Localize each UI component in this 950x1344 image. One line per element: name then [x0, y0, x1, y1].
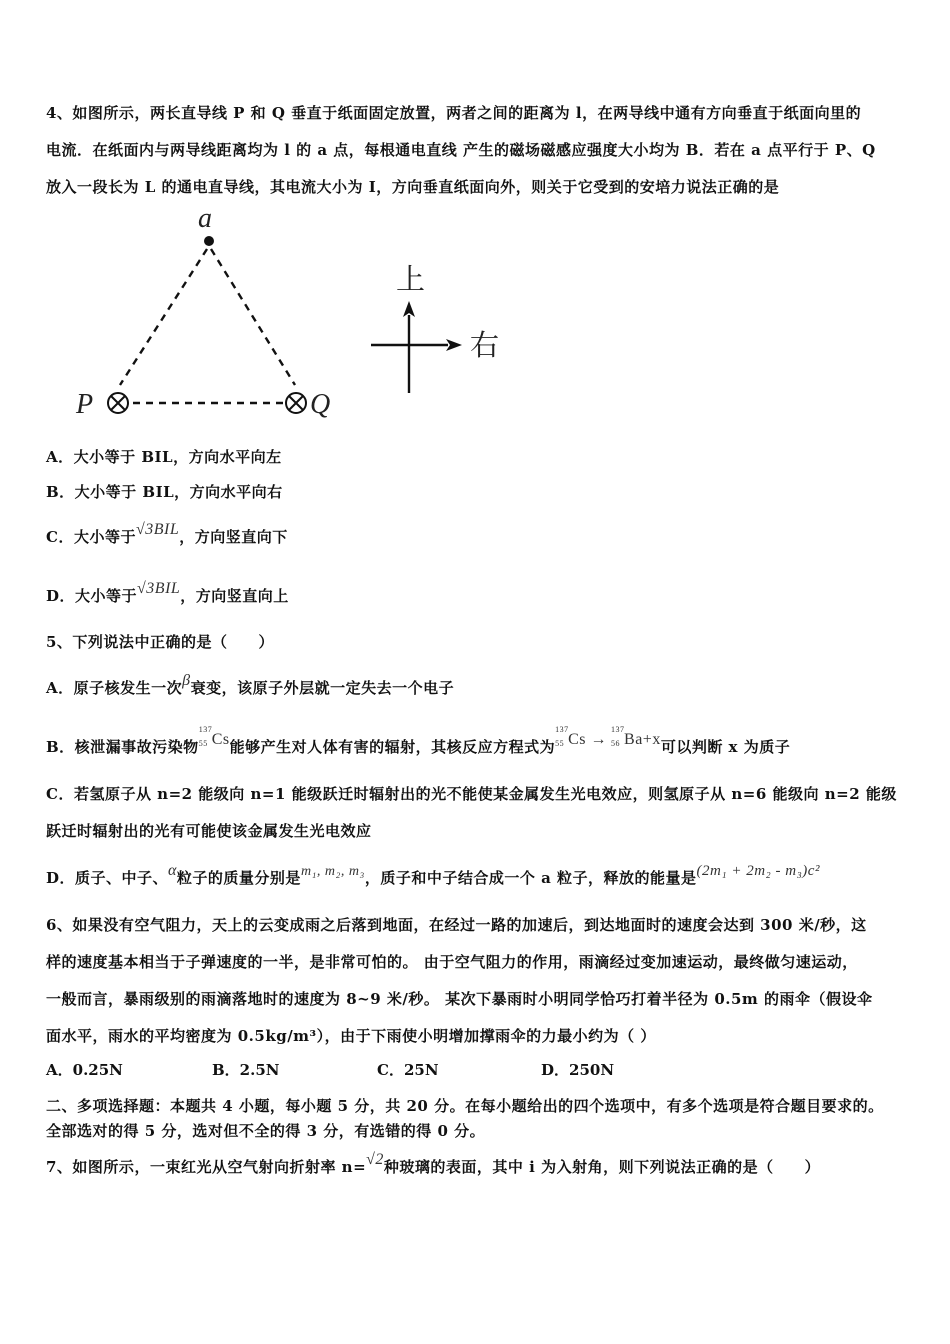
q4-stem-line-2: 电流．在纸面内与两导线距离均为 l 的 a 点，每根通电直线 产生的磁场磁感应强度大小均为 B．若在 a 点平行于 P、Q [46, 141, 876, 159]
direction-axes [371, 301, 462, 393]
q7-stem: 7、如图所示，一束红光从空气射向折射率 n=√2种玻璃的表面，其中 i 为入射角，则下列说法正确的是（ ） [46, 1151, 821, 1176]
q6-option-a: A．0.25N [46, 1061, 123, 1079]
q6-option-d: D．250N [541, 1061, 615, 1079]
q5-option-c-line-1: C．若氢原子从 n=2 能级向 n=1 能级跃迁时辐射出的光不能使某金属发生光电效应，则氢原子从 n=6 能级向 n=2 能级 [46, 785, 897, 803]
line-a-to-p [120, 249, 207, 385]
cs-137-nuclide: 137 55 Cs [198, 725, 230, 748]
q6-stem-line-1: 6、如果没有空气阻力，天上的云变成雨之后落到地面，在经过一路的加速后，到达地面时的速度会达到 300 米/秒，这 [46, 916, 867, 934]
q5-option-b: B．核泄漏事故污染物 137 55 Cs能够产生对人体有害的辐射，其核反应方程式为 137 55 Cs → 137 56 Ba+x可以判断 x 为质子 [46, 725, 791, 756]
alpha-symbol: α [168, 862, 177, 879]
q6-stem-line-2: 样的速度基本相当于子弹速度的一半，是非常可怕的。 由于空气阻力的作用，雨滴经过变加速运动，最终做匀速运动， [46, 953, 858, 971]
q4-option-d: D．大小等于√3BIL，方向竖直向上 [46, 580, 289, 605]
beta-symbol: β [182, 672, 191, 689]
reaction-cs-nuclide: 137 55 Cs → [555, 725, 608, 748]
wire-q-label: Q [310, 389, 331, 420]
mass-symbols: m₁, m₂, m₃ [300, 864, 365, 879]
q5-option-d: D．质子、中子、α粒子的质量分别是m₁, m₂, m₃，质子和中子结合成一个 a 粒子，释放的能量是(2m₁ + 2m₂ - m₃)c² [46, 862, 820, 887]
section-2-instructions-line-2: 全部选对的得 5 分，选对但不全的得 3 分，有选错的得 0 分。 [46, 1122, 486, 1140]
q6-stem-line-4: 面水平，雨水的平均密度为 0.5kg/m³），由于下雨使小明增加撑雨伞的力最小约为（ ） [46, 1027, 656, 1045]
line-a-to-q [211, 249, 295, 385]
q5-stem: 5、下列说法中正确的是（ ） [46, 633, 274, 651]
q6-option-b: B．2.5N [212, 1061, 280, 1079]
point-a-dot [204, 236, 214, 246]
q4-stem-line-3: 放入一段长为 L 的通电直导线，其电流大小为 I，方向垂直纸面向外，则关于它受到的安培力说法正确的是 [46, 178, 780, 196]
reaction-ba-nuclide: 137 56 Ba+x [611, 725, 661, 748]
q4-option-b: B．大小等于 BIL，方向水平向右 [46, 483, 283, 501]
direction-right-label: 右 [470, 328, 500, 362]
direction-up-label: 上 [396, 262, 426, 296]
q4-diagram [70, 205, 530, 430]
binding-energy-formula: (2m₁ + 2m₂ - m₃)c² [696, 863, 820, 879]
wire-p-label: P [76, 389, 94, 420]
q6-stem-line-3: 一般而言，暴雨级别的雨滴落地时的速度为 8~9 米/秒。 某次下暴雨时小明同学恰巧打着半径为 0.5m 的雨伞（假设伞 [46, 990, 873, 1008]
wire-p-current-into-page-icon [108, 393, 128, 413]
refractive-index-formula: √2 [366, 1151, 384, 1168]
section-2-instructions-line-1: 二、多项选择题：本题共 4 小题，每小题 5 分，共 20 分。在每小题给出的四个选项中，有多个选项是符合题目要求的。 [46, 1097, 884, 1115]
q4-option-c-formula: √3BIL [135, 521, 180, 538]
q4-option-a: A．大小等于 BIL，方向水平向左 [46, 448, 282, 466]
q6-option-c: C．25N [377, 1061, 439, 1079]
q4-option-d-formula: √3BIL [137, 580, 181, 597]
q4-stem-line-1: 4、如图所示，两长直导线 P 和 Q 垂直于纸面固定放置，两者之间的距离为 l，在两导线中通有方向垂直于纸面向里的 [46, 104, 862, 122]
wire-q-current-into-page-icon [286, 393, 306, 413]
q4-option-c: C．大小等于√3BIL，方向竖直向下 [46, 521, 288, 546]
q5-option-a: A．原子核发生一次β衰变，该原子外层就一定失去一个电子 [46, 672, 455, 697]
point-a-label: a [198, 205, 212, 234]
q5-option-c-line-2: 跃迁时辐射出的光有可能使该金属发生光电效应 [46, 822, 372, 840]
